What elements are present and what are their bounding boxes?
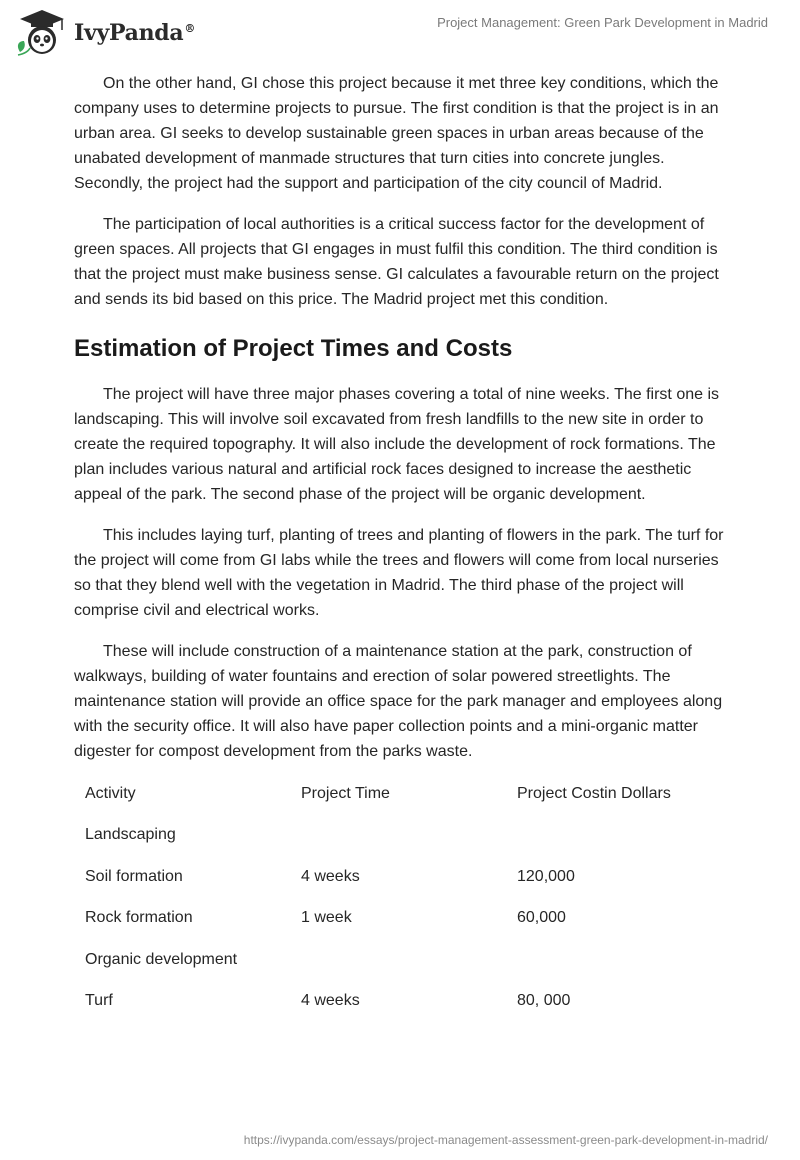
table-cell: Rock formation [85,909,193,927]
table-row [74,898,734,940]
paragraph: This includes laying turf, planting of trees and planting of flowers in the park. The turf for the project will come from GI labs while the trees and flowers will come from local nurseries so that they blend well with the vegetation in Madrid. The third phase of the project will comprise civil and electrical works. [74,527,724,619]
paragraph: These will include construction of a maintenance station at the park, construction of walkways, building of water fountains and erection of solar powered streetlights. The maintenance station will provide an office space for the park manager and employees along with the security office. It will also have paper collection points and a mini-organic matter digester for compost development from the parks waste. [74,643,723,760]
table-header-row [74,773,734,815]
brand-name: IvyPanda® [74,20,196,46]
page-header [0,0,800,70]
table-cell [290,939,506,981]
table-cell [506,815,734,857]
project-cost-table [74,773,734,1022]
section-heading: Estimation of Project Times and Costs [74,335,513,362]
table-cell: Organic development [85,950,238,968]
table-row [74,815,734,857]
paragraph: The participation of local authorities is a critical success factor for the development of green spaces. All projects that GI engages in must fulfil this condition. The third condition is that the project must make business sense. GI calculates a favourable return on the project and sends its bid based on this price. The Madrid project met this condition. [74,216,719,308]
table-cell: 1 week [301,909,352,927]
table-cell: 80, 000 [517,992,571,1010]
paragraph: On the other hand, GI chose this project because it met three key conditions, which the company uses to determine projects to pursue. The first condition is that the project is in an urban area. GI seeks to develop sustainable green spaces in urban areas because of the unabated development of manmade structures that turn cities into concrete jungles. Secondly, the project had the support and participation of the city council of Madrid. [74,75,719,192]
table-cell: Soil formation [85,867,183,885]
document-title: Project Management: Green Park Development in Madrid [437,15,768,30]
table-row [74,856,734,898]
brand-logo[interactable] [14,8,195,58]
table-row [74,981,734,1023]
paragraph: The project will have three major phases covering a total of nine weeks. The first one is landscaping. This will involve soil excavated from fresh landfills to the new site in order to create the required topography. It will also include the development of rock formations. The plan includes various natural and artificial rock faces designed to increase the aesthetic appeal of the park. The second phase of the project will be organic development. [74,386,720,503]
table-cell [506,939,734,981]
table-cell: Landscaping [85,826,176,844]
table-row [74,939,734,981]
table-cell: 60,000 [517,909,566,927]
table-header-cell: Activity [85,784,136,802]
table-cell [290,815,506,857]
article-body [74,71,724,1022]
table-cell: 4 weeks [301,867,360,885]
panda-graduate-icon [14,8,70,58]
table-header-cell: Project Costin Dollars [517,784,671,802]
table-cell: 120,000 [517,867,575,885]
table-header-cell: Project Time [301,784,390,802]
source-url[interactable]: https://ivypanda.com/essays/project-management-assessment-green-park-development-in-madrid/ [243,1133,768,1147]
table-cell: Turf [85,992,113,1010]
table-cell: 4 weeks [301,992,360,1010]
